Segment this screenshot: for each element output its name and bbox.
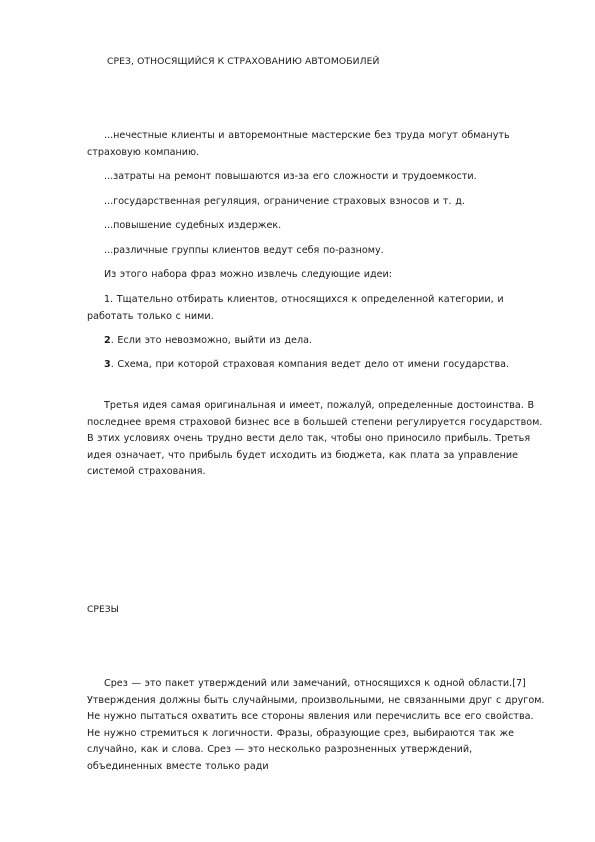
idea-1 (87, 292, 547, 325)
phrase-3: ...государственная регуляция, ограничение страховых взносов и т. д. (104, 196, 465, 207)
idea-3 (87, 357, 547, 374)
conclusion-paragraph: Третья идея самая оригинальная и имеет, пожалуй, определенные достоинства. В последнее время страховой бизнес все в большей степени регулируется государством. В этих условиях очень трудно вести дело так, чтобы оно приносило прибыль. Третья идея означает, что прибыль будет исходить из бюджета, как плата за управление системой страхования. (87, 400, 543, 477)
phrase-4: ...повышение судебных издержек. (104, 220, 282, 231)
idea-2-number: 2 (104, 335, 111, 346)
section-body-paragraph: Срез — это пакет утверждений или замечаний, относящихся к одной области.[7] Утверждения должны быть случайными, произвольными, не связанными друг с другом. Не нужно пытаться охватить все стороны явления или перечислить все его свойства. Не нужно стремиться к логичности. Фразы, образующие срез, выбираются так же случайно, как и слова. Срез — это несколько разрозненных утверждений, объединенных вместе только ради (87, 678, 545, 772)
ideas-intro: Из этого набора фраз можно извлечь следующие идеи: (104, 269, 392, 280)
document-heading: СРЕЗ, ОТНОСЯЩИЙСЯ К СТРАХОВАНИЮ АВТОМОБИЛЕЙ (107, 56, 380, 67)
idea-1-text: Тщательно отбирать клиентов, относящихся к определенной категории, и работать только с ними. (87, 294, 504, 322)
section-title: СРЕЗЫ (87, 604, 119, 615)
idea-1-number: 1. (104, 294, 114, 305)
phrase-2: ...затраты на ремонт повышаются из-за его сложности и трудоемкости. (104, 171, 477, 182)
idea-2 (87, 333, 547, 350)
idea-3-text: . Схема, при которой страховая компания ведет дело от имени государства. (110, 359, 510, 370)
idea-3-number: 3 (104, 359, 111, 370)
phrase-1: ...нечестные клиенты и авторемонтные мастерские без труда могут обмануть страховую компанию. (87, 130, 510, 158)
idea-2-text: . Если это невозможно, выйти из дела. (110, 335, 313, 346)
phrase-5: ...различные группы клиентов ведут себя по-разному. (104, 245, 384, 256)
